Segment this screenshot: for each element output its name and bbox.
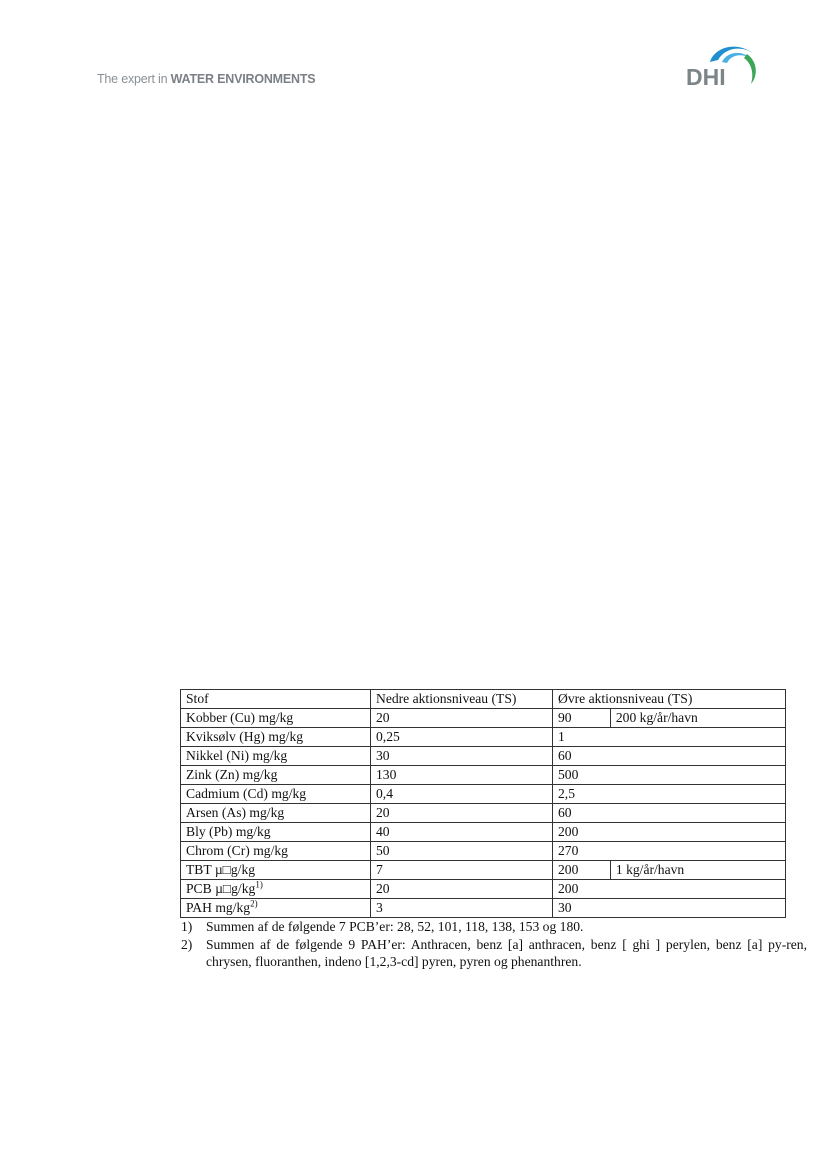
cell-stof (181, 709, 371, 728)
cell-stof (181, 842, 371, 861)
cell-nedre: 20 (371, 880, 553, 899)
cell-stof (181, 766, 371, 785)
cell-ovre: 60 (553, 804, 786, 823)
cell-ovre: 200 (553, 880, 786, 899)
cell-ovre: 270 (553, 842, 786, 861)
stof-label: TBT µ□g/kg (186, 862, 256, 877)
tagline-strong: WATER ENVIRONMENTS (170, 72, 316, 86)
table-row (181, 785, 786, 804)
footnote-text: Summen af de følgende 7 PCB’er: 28, 52, 101, 118, 138, 153 og 180. (206, 919, 584, 934)
cell-nedre: 40 (371, 823, 553, 842)
stof-label: Kobber (Cu) mg/kg (186, 710, 294, 725)
footnote-number: 2) (181, 936, 193, 952)
stof-label: Cadmium (Cd) mg/kg (186, 786, 307, 801)
footnote-text: Summen af de følgende 9 PAH’er: Anthracen, benz [a] anthracen, benz [ ghi ] perylen, benz [a] py-ren, chrysen, fluoranthen, indeno [1,2,3-cd] pyren, pyren og phenanthren. (206, 936, 807, 969)
cell-nedre: 0,4 (371, 785, 553, 804)
stof-label: Nikkel (Ni) mg/kg (186, 748, 288, 763)
footnote-2 (181, 936, 807, 971)
stof-label: PCB µ□g/kg (186, 881, 256, 896)
action-levels-table (180, 689, 786, 918)
stof-label: PAH mg/kg (186, 900, 251, 915)
table-row (181, 747, 786, 766)
table-row (181, 899, 786, 918)
cell-ovre: 200 (553, 823, 786, 842)
cell-nedre: 30 (371, 747, 553, 766)
header-cell-stof: Stof (181, 690, 371, 709)
footnote-ref: 2) (250, 898, 258, 909)
table-row (181, 709, 786, 728)
tagline-prefix: The expert in (97, 72, 171, 86)
dhi-logo-icon (684, 40, 760, 88)
cell-nedre: 20 (371, 804, 553, 823)
footnote-ref: 1) (255, 879, 263, 890)
cell-stof (181, 785, 371, 804)
cell-nedre: 130 (371, 766, 553, 785)
stof-label: Kviksølv (Hg) mg/kg (186, 729, 304, 744)
cell-stof (181, 804, 371, 823)
logo-text: DHI (686, 64, 726, 88)
table-row (181, 880, 786, 899)
table-row (181, 823, 786, 842)
cell-stof (181, 823, 371, 842)
table-row (181, 861, 786, 880)
table-row (181, 766, 786, 785)
footnote-number: 1) (181, 919, 193, 934)
table-row (181, 804, 786, 823)
stof-label: Arsen (As) mg/kg (186, 805, 285, 820)
cell-annual-limit: 200 kg/år/havn (610, 709, 785, 728)
cell-nedre: 50 (371, 842, 553, 861)
cell-stof (181, 880, 371, 899)
stof-label: Bly (Pb) mg/kg (186, 824, 271, 839)
cell-stof (181, 861, 371, 880)
cell-ovre: 60 (553, 747, 786, 766)
cell-nedre: 7 (371, 861, 553, 880)
table-header-row (181, 690, 786, 709)
stof-label: Chrom (Cr) mg/kg (186, 843, 288, 858)
cell-nedre: 3 (371, 899, 553, 918)
cell-ovre: 30 (553, 899, 786, 918)
cell-ovre: 2,5 (553, 785, 786, 804)
cell-nedre: 20 (371, 709, 553, 728)
footnotes (181, 918, 807, 971)
cell-stof (181, 747, 371, 766)
cell-ovre: 90 (553, 709, 611, 728)
cell-nedre: 0,25 (371, 728, 553, 747)
cell-ovre: 500 (553, 766, 786, 785)
header-tagline (97, 72, 315, 86)
stof-label: Zink (Zn) mg/kg (186, 767, 278, 782)
cell-stof (181, 728, 371, 747)
table-row (181, 842, 786, 861)
cell-stof (181, 899, 371, 918)
cell-ovre: 200 (553, 861, 611, 880)
table-row (181, 728, 786, 747)
header-cell-ovre: Øvre aktionsniveau (TS) (553, 690, 786, 709)
header-cell-nedre: Nedre aktionsniveau (TS) (371, 690, 553, 709)
footnote-1 (181, 918, 807, 936)
cell-ovre: 1 (553, 728, 786, 747)
cell-annual-limit: 1 kg/år/havn (610, 861, 785, 880)
